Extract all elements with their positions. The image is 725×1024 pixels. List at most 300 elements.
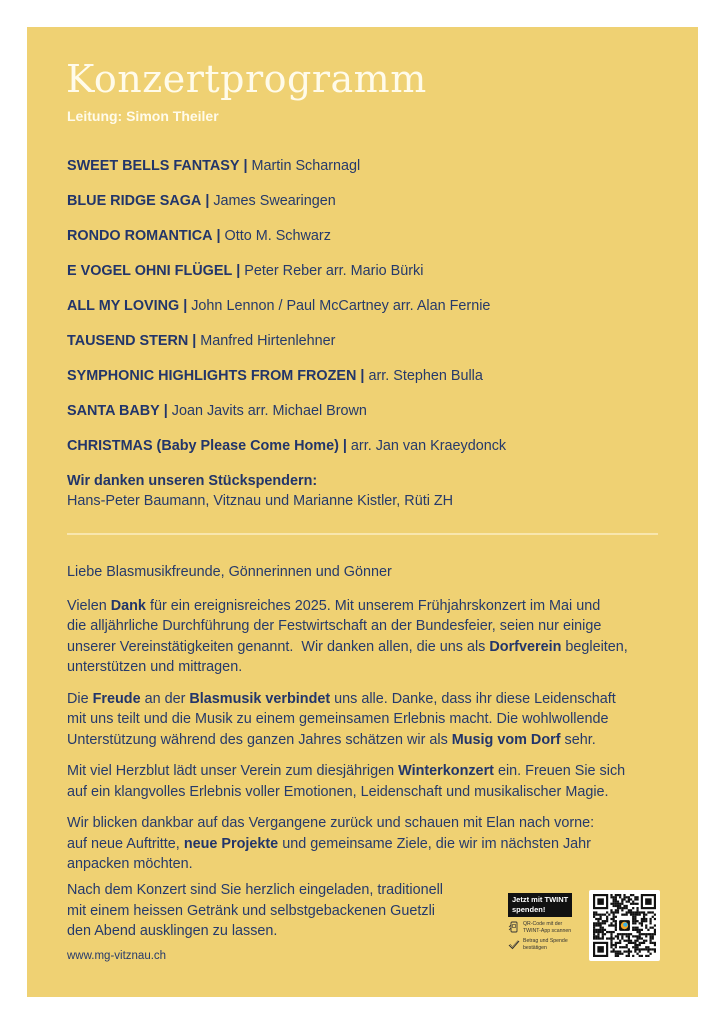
- qr-module: [652, 948, 654, 950]
- qr-module: [641, 918, 643, 920]
- qr-module: [632, 916, 634, 918]
- separator: |: [183, 298, 188, 314]
- qr-module: [636, 940, 638, 942]
- qr-module: [628, 933, 630, 935]
- qr-module: [610, 937, 612, 939]
- qr-module: [634, 914, 636, 916]
- qr-module: [593, 914, 595, 916]
- qr-module: [654, 942, 656, 944]
- qr-module: [641, 920, 643, 922]
- qr-module: [621, 946, 623, 948]
- qr-module: [610, 894, 612, 896]
- qr-module: [597, 931, 599, 933]
- phone-scan-icon: [508, 921, 520, 934]
- qr-module: [595, 929, 597, 931]
- qr-module: [649, 911, 651, 913]
- qr-module: [634, 911, 636, 913]
- qr-module: [645, 914, 647, 916]
- program-item: [67, 436, 506, 471]
- qr-module: [626, 950, 628, 952]
- qr-module: [652, 927, 654, 929]
- website-link[interactable]: www.mg-vitznau.ch: [67, 950, 167, 962]
- qr-module: [617, 909, 619, 911]
- qr-module: [623, 896, 625, 898]
- qr-module: [600, 929, 602, 931]
- qr-module: [647, 929, 649, 931]
- qr-module: [610, 922, 612, 924]
- piece-title: ALL MY LOVING: [67, 298, 180, 314]
- program-item: [67, 331, 506, 366]
- program-item: [67, 191, 506, 226]
- qr-module: [623, 907, 625, 909]
- qr-module: [649, 948, 651, 950]
- qr-module: [626, 946, 628, 948]
- qr-module: [613, 937, 615, 939]
- qr-module: [632, 907, 634, 909]
- twint-step-text: TWINT-App scannen: [523, 927, 572, 934]
- qr-module: [636, 935, 638, 937]
- qr-module: [613, 896, 615, 898]
- qr-module: [593, 929, 595, 931]
- sponsors-heading: Wir danken unseren Stückspendern:: [67, 473, 318, 489]
- qr-module: [649, 953, 651, 955]
- qr-module: [628, 942, 630, 944]
- qr-module: [636, 903, 638, 905]
- qr-module: [626, 933, 628, 935]
- qr-module: [632, 927, 634, 929]
- qr-module: [619, 942, 621, 944]
- qr-module: [617, 903, 619, 905]
- qr-module: [610, 946, 612, 948]
- qr-module: [619, 940, 621, 942]
- qr-module: [639, 911, 641, 913]
- qr-finder: [597, 898, 604, 905]
- qr-module: [613, 944, 615, 946]
- qr-module: [632, 929, 634, 931]
- qr-module: [654, 929, 656, 931]
- emphasis: Dorfverein: [489, 638, 562, 655]
- text: Die: [67, 690, 93, 707]
- qr-module: [610, 903, 612, 905]
- qr-module: [610, 909, 612, 911]
- qr-module: [636, 911, 638, 913]
- qr-module: [615, 955, 617, 957]
- qr-module: [639, 950, 641, 952]
- qr-module: [654, 950, 656, 952]
- qr-module: [634, 898, 636, 900]
- emphasis: Dank: [110, 597, 146, 614]
- qr-module: [617, 911, 619, 913]
- qr-module: [600, 922, 602, 924]
- qr-module: [630, 933, 632, 935]
- qr-module: [643, 911, 645, 913]
- text: Wir blicken dankbar auf das Vergangene zurück und schauen mit Elan nach vorne:: [67, 815, 595, 831]
- qr-module: [654, 918, 656, 920]
- sponsors-names: Hans-Peter Baumann, Vitznau und Marianne Kistler, Rüti ZH: [67, 493, 454, 509]
- twint-qr-code[interactable]: [589, 890, 660, 961]
- qr-module: [634, 918, 636, 920]
- qr-module: [615, 903, 617, 905]
- piece-composer: Joan Javits arr. Michael Brown: [171, 403, 367, 419]
- qr-module: [626, 914, 628, 916]
- qr-module: [634, 903, 636, 905]
- separator: |: [216, 228, 221, 244]
- qr-module: [636, 946, 638, 948]
- program-item: [67, 156, 506, 191]
- qr-module: [634, 922, 636, 924]
- qr-module: [593, 931, 595, 933]
- qr-module: [652, 916, 654, 918]
- qr-module: [593, 933, 595, 935]
- qr-module: [649, 927, 651, 929]
- qr-module: [600, 924, 602, 926]
- qr-module: [626, 935, 628, 937]
- qr-module: [608, 914, 610, 916]
- qr-module: [632, 918, 634, 920]
- qr-module: [619, 905, 621, 907]
- qr-module: [600, 914, 602, 916]
- qr-module: [652, 937, 654, 939]
- qr-module: [615, 929, 617, 931]
- qr-module: [593, 916, 595, 918]
- text: und gemeinsame Ziele, die wir im nächsten Jahr: [278, 835, 591, 852]
- qr-module: [649, 918, 651, 920]
- qr-module: [621, 907, 623, 909]
- qr-module: [639, 955, 641, 957]
- piece-title: RONDO ROMANTICA: [67, 228, 213, 244]
- qr-module: [621, 909, 623, 911]
- qr-code-icon: [593, 894, 656, 957]
- qr-module: [647, 911, 649, 913]
- qr-module: [610, 944, 612, 946]
- qr-module: [630, 942, 632, 944]
- qr-module: [623, 894, 625, 896]
- qr-module: [626, 944, 628, 946]
- program-list: [67, 156, 506, 471]
- qr-module: [615, 909, 617, 911]
- qr-module: [634, 948, 636, 950]
- qr-module: [613, 898, 615, 900]
- qr-module: [617, 905, 619, 907]
- qr-module: [600, 937, 602, 939]
- qr-module: [615, 946, 617, 948]
- qr-module: [606, 920, 608, 922]
- qr-module: [641, 937, 643, 939]
- qr-module: [641, 911, 643, 913]
- qr-module: [636, 929, 638, 931]
- qr-module: [628, 937, 630, 939]
- qr-module: [613, 918, 615, 920]
- qr-module: [634, 940, 636, 942]
- qr-module: [636, 896, 638, 898]
- separator: |: [360, 368, 365, 384]
- qr-module: [617, 935, 619, 937]
- qr-module: [613, 931, 615, 933]
- conductor-line: Leitung: Simon Theiler: [67, 108, 219, 124]
- qr-module: [602, 929, 604, 931]
- text: auf ein klangvolles Erlebnis voller Emotionen, Leidenschaft und musikalischer Magie.: [67, 783, 609, 800]
- qr-module: [647, 946, 649, 948]
- qr-module: [649, 933, 651, 935]
- qr-module: [621, 935, 623, 937]
- text: Nach dem Konzert sind Sie herzlich eingeladen, traditionell: [67, 882, 443, 898]
- qr-module: [613, 948, 615, 950]
- separator: |: [205, 193, 210, 209]
- qr-module: [606, 931, 608, 933]
- twint-badge-line: Jetzt mit TWINT: [512, 895, 569, 904]
- qr-module: [628, 911, 630, 913]
- qr-module: [641, 948, 643, 950]
- qr-module: [617, 894, 619, 896]
- qr-module: [621, 953, 623, 955]
- twint-donation-info: [508, 893, 586, 951]
- qr-module: [608, 937, 610, 939]
- emphasis: neue Projekte: [183, 835, 279, 852]
- qr-module: [615, 935, 617, 937]
- text: sehr.: [560, 731, 596, 748]
- qr-module: [610, 942, 612, 944]
- text: mit uns teilt und die Musik zu einem gemeinsamen Erlebnis macht. Die wohlwollende: [67, 711, 609, 727]
- twint-badge: [508, 893, 572, 917]
- qr-module: [647, 950, 649, 952]
- qr-module: [604, 920, 606, 922]
- qr-module: [645, 948, 647, 950]
- qr-module: [630, 940, 632, 942]
- qr-module: [617, 933, 619, 935]
- qr-module: [626, 907, 628, 909]
- piece-composer: Otto M. Schwarz: [224, 228, 331, 244]
- piece-composer: Manfred Hirtenlehner: [200, 333, 336, 349]
- qr-module: [602, 935, 604, 937]
- letter-paragraph-3: [67, 761, 667, 802]
- qr-module: [636, 914, 638, 916]
- qr-module: [636, 953, 638, 955]
- section-divider: [67, 533, 658, 535]
- qr-module: [615, 922, 617, 924]
- qr-module: [602, 914, 604, 916]
- qr-module: [639, 937, 641, 939]
- qr-module: [595, 931, 597, 933]
- qr-module: [645, 933, 647, 935]
- qr-module: [634, 929, 636, 931]
- qr-finder: [597, 946, 604, 953]
- qr-module: [597, 933, 599, 935]
- qr-module: [639, 929, 641, 931]
- qr-module: [595, 911, 597, 913]
- qr-module: [634, 946, 636, 948]
- qr-module: [617, 942, 619, 944]
- qr-module: [613, 950, 615, 952]
- qr-module: [595, 924, 597, 926]
- piece-composer: arr. Stephen Bulla: [368, 368, 483, 384]
- qr-module: [641, 924, 643, 926]
- qr-module: [610, 940, 612, 942]
- qr-module: [626, 955, 628, 957]
- qr-module: [615, 894, 617, 896]
- twint-step-text: bestätigen: [523, 944, 547, 951]
- qr-module: [613, 903, 615, 905]
- qr-module: [602, 922, 604, 924]
- qr-module: [636, 927, 638, 929]
- qr-module: [632, 946, 634, 948]
- text: Vielen: [67, 597, 111, 614]
- qr-module: [597, 929, 599, 931]
- program-item: [67, 401, 506, 436]
- qr-module: [617, 955, 619, 957]
- qr-module: [597, 922, 599, 924]
- program-item: [67, 296, 506, 331]
- qr-module: [619, 894, 621, 896]
- qr-module: [617, 950, 619, 952]
- qr-module: [623, 933, 625, 935]
- qr-module: [593, 937, 595, 939]
- twint-step-scan: [508, 921, 586, 934]
- qr-module: [597, 914, 599, 916]
- letter-paragraph-2: [67, 689, 667, 751]
- letter-greeting: Liebe Blasmusikfreunde, Gönnerinnen und Gönner: [67, 564, 392, 580]
- qr-module: [647, 948, 649, 950]
- qr-module: [623, 898, 625, 900]
- qr-module: [606, 937, 608, 939]
- qr-module: [628, 955, 630, 957]
- sponsors-block: [67, 471, 453, 511]
- qr-module: [632, 922, 634, 924]
- twint-step-text: Betrag und Spende: [523, 938, 568, 944]
- qr-module: [632, 920, 634, 922]
- qr-module: [597, 924, 599, 926]
- qr-module: [619, 946, 621, 948]
- qr-module: [595, 922, 597, 924]
- qr-module: [617, 907, 619, 909]
- qr-module: [636, 948, 638, 950]
- qr-module: [615, 942, 617, 944]
- qr-module: [597, 918, 599, 920]
- qr-module: [617, 953, 619, 955]
- qr-module: [610, 918, 612, 920]
- text: Mit viel Herzblut lädt unser Verein zum diesjährigen: [67, 763, 399, 779]
- qr-module: [639, 922, 641, 924]
- text: anpacken möchten.: [67, 856, 193, 872]
- piece-title: BLUE RIDGE SAGA: [67, 193, 202, 209]
- qr-module: [604, 933, 606, 935]
- twint-step-text: QR-Code mit der: [523, 921, 563, 927]
- qr-module: [639, 948, 641, 950]
- qr-module: [628, 953, 630, 955]
- qr-module: [623, 946, 625, 948]
- qr-module: [630, 903, 632, 905]
- qr-module: [649, 935, 651, 937]
- text: begleiten,: [561, 638, 628, 655]
- qr-module: [615, 901, 617, 903]
- qr-module: [634, 944, 636, 946]
- qr-module: [595, 918, 597, 920]
- separator: |: [236, 263, 241, 279]
- checkmark-icon: [508, 938, 520, 951]
- qr-module: [613, 914, 615, 916]
- qr-module: [643, 914, 645, 916]
- qr-module: [621, 937, 623, 939]
- qr-module: [626, 911, 628, 913]
- qr-module: [621, 898, 623, 900]
- qr-module: [602, 933, 604, 935]
- letter-body: [67, 562, 667, 886]
- qr-module: [595, 937, 597, 939]
- text: auf neue Auftritte,: [67, 835, 184, 852]
- qr-module: [645, 935, 647, 937]
- qr-module: [613, 924, 615, 926]
- qr-module: [636, 898, 638, 900]
- qr-finder: [645, 898, 652, 905]
- qr-module: [630, 950, 632, 952]
- qr-module: [615, 920, 617, 922]
- qr-module: [604, 929, 606, 931]
- qr-module: [615, 950, 617, 952]
- qr-module: [606, 916, 608, 918]
- qr-module: [593, 922, 595, 924]
- text: mit einem heissen Getränk und selbstgebackenen Guetzli: [67, 902, 435, 919]
- qr-module: [623, 950, 625, 952]
- qr-module: [634, 916, 636, 918]
- qr-module: [628, 950, 630, 952]
- qr-module: [643, 942, 645, 944]
- qr-module: [634, 920, 636, 922]
- qr-module: [626, 905, 628, 907]
- piece-title: CHRISTMAS (Baby Please Come Home): [67, 438, 339, 454]
- qr-module: [619, 896, 621, 898]
- qr-module: [630, 914, 632, 916]
- program-item: [67, 366, 506, 401]
- text: unterstützen und mittragen.: [67, 659, 243, 675]
- qr-module: [630, 909, 632, 911]
- qr-module: [610, 896, 612, 898]
- qr-module: [610, 931, 612, 933]
- qr-module: [647, 955, 649, 957]
- qr-module: [617, 937, 619, 939]
- qr-module: [606, 918, 608, 920]
- qr-module: [639, 935, 641, 937]
- qr-module: [621, 903, 623, 905]
- qr-module: [632, 901, 634, 903]
- qr-module: [652, 942, 654, 944]
- qr-module: [621, 914, 623, 916]
- qr-module: [632, 903, 634, 905]
- qr-module: [636, 944, 638, 946]
- qr-module: [645, 946, 647, 948]
- qr-module: [630, 898, 632, 900]
- qr-module: [654, 924, 656, 926]
- qr-module: [613, 901, 615, 903]
- qr-module: [628, 909, 630, 911]
- qr-module: [610, 950, 612, 952]
- qr-module: [619, 950, 621, 952]
- qr-module: [639, 914, 641, 916]
- qr-module: [645, 918, 647, 920]
- piece-composer: James Swearingen: [213, 193, 336, 209]
- piece-title: SWEET BELLS FANTASY: [67, 158, 240, 174]
- qr-module: [632, 894, 634, 896]
- piece-title: SANTA BABY: [67, 403, 160, 419]
- qr-module: [652, 935, 654, 937]
- qr-module: [600, 931, 602, 933]
- qr-module: [652, 933, 654, 935]
- qr-module: [626, 940, 628, 942]
- piece-title: E VOGEL OHNI FLÜGEL: [67, 263, 233, 279]
- qr-module: [628, 948, 630, 950]
- qr-module: [610, 924, 612, 926]
- qr-module: [604, 914, 606, 916]
- qr-module: [615, 896, 617, 898]
- qr-module: [636, 937, 638, 939]
